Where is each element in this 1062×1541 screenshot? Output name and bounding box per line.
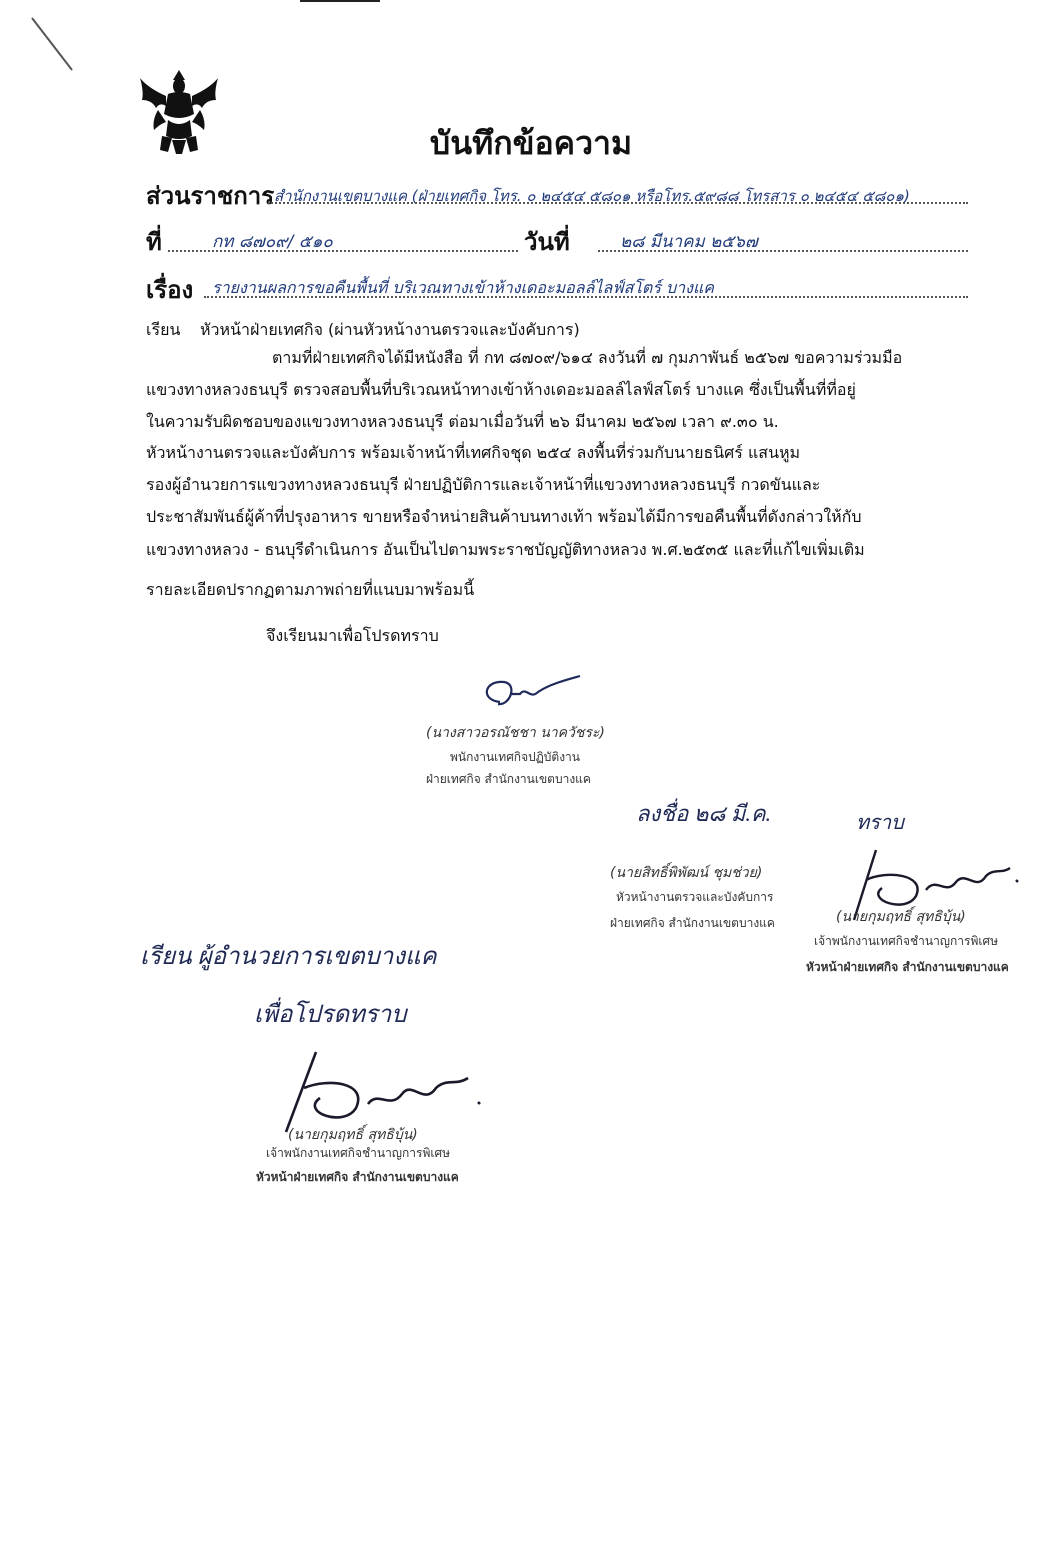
officer-name: (นางสาวอรณัชชา นาควัชระ) <box>426 725 605 741</box>
inspector-name: (นายสิทธิ์พิพัฒน์ ชุมช่วย) <box>610 865 763 881</box>
salutation-label: เรียน <box>146 320 181 339</box>
inspector-handwritten-note: ลงชื่อ ๒๘ มี.ค. <box>636 801 772 826</box>
body-line-7: แขวงทางหลวง - ธนบุรีดำเนินการ อันเป็นไปตามพระราชบัญญัติทางหลวง พ.ศ.๒๕๓๕ และที่แก้ไขเพิ่มเติม <box>146 540 865 559</box>
date-label: วันที่ <box>524 228 570 256</box>
inspector-position-1: หัวหน้างานตรวจและบังคับการ <box>616 890 774 904</box>
number-value: กท ๘๗๐๙/ ๕๑๐ <box>212 232 333 252</box>
head-left-signature-icon <box>256 1046 496 1136</box>
head-right-position-2: หัวหน้าฝ่ายเทศกิจ สำนักงานเขตบางแค <box>806 960 1009 974</box>
officer-position-1: พนักงานเทศกิจปฏิบัติงาน <box>450 750 580 764</box>
subject-label: เรื่อง <box>146 276 194 304</box>
body-line-4: หัวหน้างานตรวจและบังคับการ พร้อมเจ้าหน้าที่เทศกิจชุด ๒๕๔ ลงพื้นที่ร่วมกับนายธนิศร์ แสนหูม <box>146 443 801 462</box>
head-right-handwritten-note: ทราบ <box>856 812 904 834</box>
closing-text: จึงเรียนมาเพื่อโปรดทราบ <box>266 626 439 645</box>
endorsement-note-line-1: เรียน ผู้อำนวยการเขตบางแค <box>140 944 437 970</box>
head-left-position-2: หัวหน้าฝ่ายเทศกิจ สำนักงานเขตบางแค <box>256 1170 459 1184</box>
endorsement-note-line-2: เพื่อโปรดทราบ <box>254 1002 407 1028</box>
body-line-6: ประชาสัมพันธ์ผู้ค้าที่ปรุงอาหาร ขายหรือจำหน่ายสินค้าบนทางเท้า พร้อมได้มีการขอคืนพื้นที่ดังกล่าวให้กับ <box>146 507 862 526</box>
head-left-name: (นายกุมฤทธิ์ สุทธิบุ้น) <box>288 1127 418 1143</box>
salutation-value: หัวหน้าฝ่ายเทศกิจ (ผ่านหัวหน้างานตรวจและบังคับการ) <box>200 320 580 339</box>
officer-position-2: ฝ่ายเทศกิจ สำนักงานเขตบางแค <box>426 772 591 786</box>
head-left-position-1: เจ้าพนักงานเทศกิจชำนาญการพิเศษ <box>266 1146 451 1160</box>
pen-mark <box>28 14 78 74</box>
date-value: ๒๘ มีนาคม ๒๕๖๗ <box>620 232 758 252</box>
head-right-position-1: เจ้าพนักงานเทศกิจชำนาญการพิเศษ <box>814 934 999 948</box>
body-line-3: ในความรับผิดชอบของแขวงทางหลวงธนบุรี ต่อมาเมื่อวันที่ ๒๖ มีนาคม ๒๕๖๗ เวลา ๙.๓๐ น. <box>146 412 779 431</box>
head-right-name: (นายกุมฤทธิ์ สุทธิบุ้น) <box>836 909 966 925</box>
department-value: สำนักงานเขตบางแค (ฝ่ายเทศกิจ โทร. ๐ ๒๔๕๔ ๕๘๐๑ หรือโทร.๕๙๘๘ โทรสาร ๐ ๒๔๕๔ ๕๘๐๑) <box>274 187 910 205</box>
body-line-2: แขวงทางหลวงธนบุรี ตรวจสอบพื้นที่บริเวณหน้าทางเข้าห้างเดอะมอลล์ไลฟ์สโตร์ บางแค ซึ่งเป็นพื้นที่ที่อยู่ <box>146 380 856 399</box>
body-line-5: รองผู้อำนวยการแขวงทางหลวงธนบุรี ฝ่ายปฏิบัติการและเจ้าหน้าที่แขวงทางหลวงธนบุรี กวดขันและ <box>146 475 821 494</box>
number-label: ที่ <box>146 228 162 256</box>
department-label: ส่วนราชการ <box>146 182 275 210</box>
body-line-8: รายละเอียดปรากฏตามภาพถ่ายที่แนบมาพร้อมนี้ <box>146 580 475 599</box>
inspector-position-2: ฝ่ายเทศกิจ สำนักงานเขตบางแค <box>610 916 775 930</box>
memo-title: บันทึกข้อความ <box>429 124 633 162</box>
officer-signature-icon <box>470 672 590 720</box>
subject-value: รายงานผลการขอคืนพื้นที่ บริเวณทางเข้าห้างเดอะมอลล์ไลฟ์สโตร์ บางแค <box>212 278 714 297</box>
body-line-1: ตามที่ฝ่ายเทศกิจได้มีหนังสือ ที่ กท ๘๗๐๙/๖๑๔ ลงวันที่ ๗ กุมภาพันธ์ ๒๕๖๗ ขอความร่วมมือ <box>272 348 903 367</box>
top-edge-mark <box>300 0 380 2</box>
